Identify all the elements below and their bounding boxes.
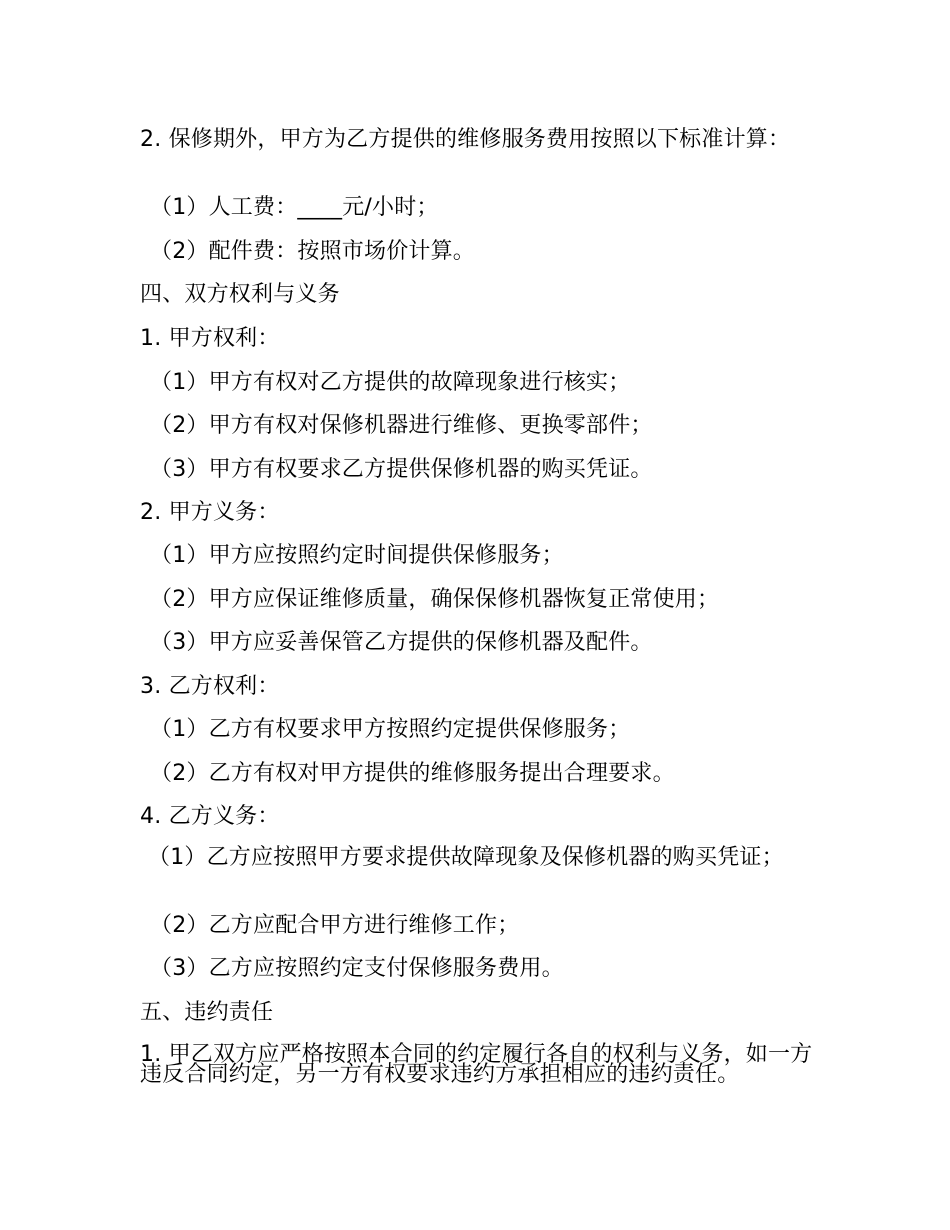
subheading-party-b-obligations: 4. 乙方义务： [140, 804, 280, 829]
list-item: （3）乙方应按照约定支付保修服务费用。 [150, 956, 564, 981]
list-item: （1）乙方应按照甲方要求提供故障现象及保修机器的购买凭证； [148, 845, 784, 870]
subheading-party-a-obligations: 2. 甲方义务： [140, 500, 280, 525]
list-item: （1）甲方应按照约定时间提供保修服务； [150, 543, 564, 568]
section-heading-rights-obligations: 四、双方权利与义务 [140, 282, 340, 307]
list-item: （3）甲方应妥善保管乙方提供的保修机器及配件。 [150, 630, 653, 655]
paragraph-out-of-warranty-fees: 2. 保修期外，甲方为乙方提供的维修服务费用按照以下标准计算： [140, 127, 791, 152]
list-item: （2）乙方应配合甲方进行维修工作； [150, 913, 520, 938]
list-item-parts-fee: （2）配件费：按照市场价计算。 [150, 239, 475, 264]
subheading-party-b-rights: 3. 乙方权利： [140, 674, 280, 699]
list-item: （2）乙方有权对甲方提供的维修服务提出合理要求。 [150, 761, 675, 786]
list-item: （1）甲方有权对乙方提供的故障现象进行核实； [150, 370, 631, 395]
subheading-party-a-rights: 1. 甲方权利： [140, 326, 280, 351]
list-item-labor-fee: （1）人工费：____元/小时； [150, 195, 439, 220]
section-heading-breach-liability: 五、违约责任 [140, 1000, 274, 1025]
list-item: （1）乙方有权要求甲方按照约定提供保修服务； [150, 717, 631, 742]
list-item: （2）甲方应保证维修质量，确保保修机器恢复正常使用； [150, 587, 720, 612]
list-item: （2）甲方有权对保修机器进行维修、更换零部件； [150, 413, 653, 438]
list-item: （3）甲方有权要求乙方提供保修机器的购买凭证。 [150, 457, 653, 482]
paragraph-breach-clause: 1. 甲乙双方应严格按照本合同的约定履行各自的权利与义务，如一方违反合同约定，另一方有权要求违约方承担相应的违约责任。 [140, 1042, 813, 1087]
